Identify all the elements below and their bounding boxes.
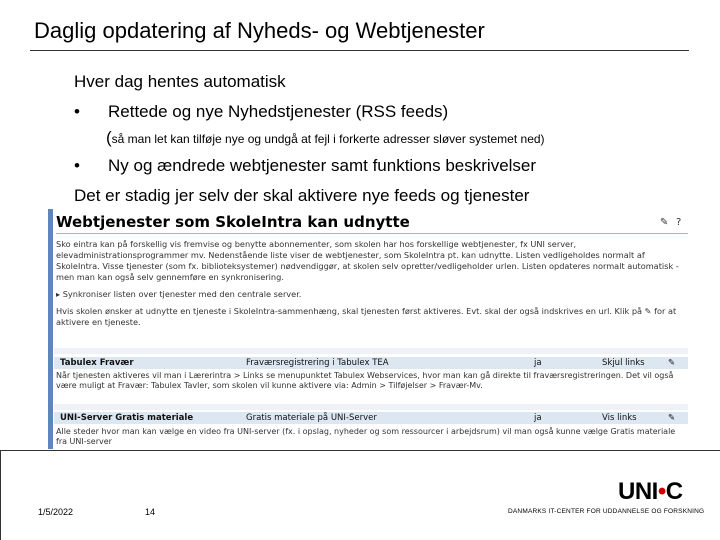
bullet-rss-text: Rettede og nye Nyhedstjenester (RSS feeds) xyxy=(108,102,449,121)
bullet-dot: • xyxy=(74,102,80,121)
bullet-rss xyxy=(74,102,448,122)
service-detail: Når tjenesten aktiveres vil man i Lærerintra > Links se menupunktet Tabulex Webservices, hvor man kan gå direkte til fraværsregistreringen. Det vil også være muligt at Fravær: Tabulex Tavler, som skolen vil kunne aktivere via: Admin > Tilføjelser > Fravær-Mv. xyxy=(56,371,674,390)
logo-tagline: DANMARKS IT-CENTER FOR UDDANNELSE OG FORSKNING xyxy=(508,508,705,515)
screenshot-description xyxy=(56,239,684,334)
help-icon[interactable]: ? xyxy=(676,217,682,228)
edit-icon[interactable]: ✎ xyxy=(668,413,676,423)
table-spacer xyxy=(54,348,688,354)
service-name: UNI-Server Gratis materiale xyxy=(60,413,194,423)
toggle-links-button[interactable]: Vis links xyxy=(602,413,637,423)
screenshot-divider xyxy=(56,233,688,234)
screenshot-sidebar xyxy=(48,209,53,449)
service-active: ja xyxy=(534,358,542,368)
table-row[interactable] xyxy=(54,357,688,369)
desc-activate: Hvis skolen ønsker at udnytte en tjeneste i SkoleIntra-sammenhæng, skal tjenesten først aktiveres. Evt. skal der også indskrives en url. Klik på ✎ for at aktivere en tjeneste. xyxy=(56,306,677,327)
service-desc: Fraværsregistrering i Tabulex TEA xyxy=(246,358,389,368)
screenshot-heading: Webtjenester som SkoleIntra kan udnytte xyxy=(56,213,410,231)
bullet-webservices xyxy=(74,156,536,176)
bullet-dot: • xyxy=(74,156,80,175)
service-desc: Gratis materiale på UNI-Server xyxy=(246,413,377,423)
service-name: Tabulex Fravær xyxy=(60,358,134,368)
table-row[interactable] xyxy=(54,412,688,424)
service-detail: Alle steder hvor man kan vælge en video fra UNI-server (fx. i opslag, nyheder og som ressourcer i arbejdsrum) vil man også kunne vælge Gratis materiale fra UNI-server xyxy=(56,427,676,446)
title-divider xyxy=(30,50,689,51)
logo-uni: UNI xyxy=(618,478,658,505)
bullet-rss-subtext xyxy=(106,128,545,148)
slide-title: Daglig opdatering af Nyheds- og Webtjenester xyxy=(34,18,485,43)
sub-text: så man let kan tilføje nye og undgå at fejl i forkerte adresser sløver systemet ned) xyxy=(111,132,545,146)
edit-icon[interactable]: ✎ xyxy=(668,358,676,368)
footer-divider xyxy=(0,450,720,451)
logo-dot: • xyxy=(657,478,666,505)
footer-date: 1/5/2022 xyxy=(38,507,74,517)
sub-paren: ( xyxy=(106,128,112,147)
logo-c: C xyxy=(665,478,683,505)
activation-note: Det er stadig jer selv der skal aktivere nye feeds og tjenester xyxy=(74,186,530,205)
intro-text: Hver dag hentes automatisk xyxy=(74,72,286,91)
webservices-screenshot xyxy=(48,209,690,449)
toggle-links-button[interactable]: Skjul links xyxy=(602,358,645,368)
edit-icon[interactable]: ✎ xyxy=(660,217,669,228)
uni-c-logo xyxy=(618,478,683,506)
footer-frame-edge xyxy=(0,450,1,540)
sync-link[interactable]: ▸ Synkroniser listen over tjenester med den centrale server. xyxy=(56,289,302,299)
table-spacer xyxy=(54,404,688,410)
bullet-webservices-text: Ny og ændrede webtjenester samt funktions beskrivelser xyxy=(108,156,537,175)
service-active: ja xyxy=(534,413,542,423)
desc-paragraph: Sko eintra kan på forskellig vis fremvise og benytte abonnementer, som skolen har hos forskellige webtjenester, fx UNI server, elevadministrationsprogrammer mv. Nedenstående liste viser de webtjenester, som SkoleIntra pt. kan udnytte. Listen vedligeholdes normalt af SkoleIntra. Visse tjenester (som fx. biblioteksystemer) nødvendiggør, at skolen selv opretter/vedligeholder urlen. Listen opdateres normalt automatisk - men man kan også selv gennemføre en synkronisering. xyxy=(56,239,679,282)
page-number: 14 xyxy=(145,507,156,517)
